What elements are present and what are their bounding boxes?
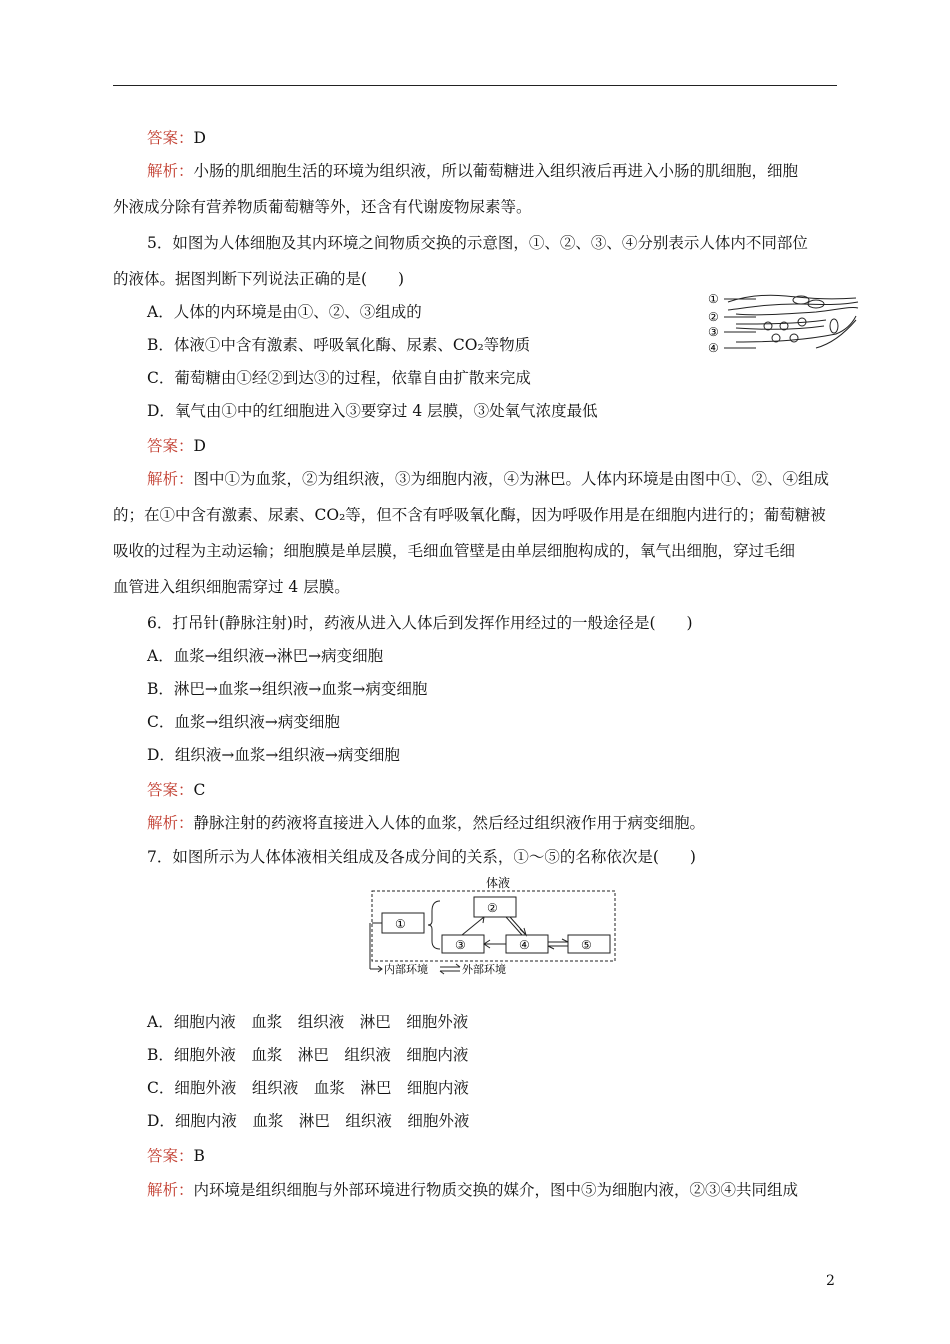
box-3-label: ③: [455, 938, 466, 952]
q7-option-d: D．细胞内液 血浆 淋巴 组织液 细胞外液: [147, 1112, 470, 1130]
q7-option-b: B．细胞外液 血浆 淋巴 组织液 细胞内液: [147, 1046, 469, 1064]
q6-option-b: B．淋巴→血浆→组织液→血浆→病变细胞: [147, 680, 428, 698]
header-rule: [113, 85, 837, 86]
q6-answer: 答案：C: [147, 781, 206, 799]
q5-option-d: D．氧气由①中的红细胞进入③要穿过 4 层膜，③处氧气浓度最低: [147, 402, 598, 420]
q7-stem: 7．如图所示为人体体液相关组成及各成分间的关系，①～⑤的名称依次是( ): [147, 848, 696, 866]
q7-diagram: [362, 873, 622, 981]
box-5-label: ⑤: [581, 938, 592, 952]
q4-explanation-l2: 外液成分除有营养物质葡萄糖等外，还含有代谢废物尿素等。: [113, 198, 532, 216]
q7-option-a: A．细胞内液 血浆 组织液 淋巴 细胞外液: [147, 1013, 469, 1031]
diagram-outer-env: 外部环境: [462, 963, 506, 976]
q5-option-a: A．人体的内环境是由①、②、③组成的: [147, 303, 422, 321]
q5-option-b: B．体液①中含有激素、呼吸氧化酶、尿素、CO₂等物质: [147, 336, 531, 354]
q6-option-a: A．血浆→组织液→淋巴→病变细胞: [147, 647, 384, 665]
diagram-title: 体液: [486, 876, 511, 890]
q6-option-d: D．组织液→血浆→组织液→病变细胞: [147, 746, 400, 764]
page-number: 2: [826, 1273, 835, 1289]
q5-explanation-l1: 解析：图中①为血浆，②为组织液，③为细胞内液，④为淋巴。人体内环境是由图中①、②、④组成: [147, 470, 830, 488]
q4-explanation-l1: 解析：小肠的肌细胞生活的环境为组织液，所以葡萄糖进入组织液后再进入小肠的肌细胞，细胞: [147, 162, 799, 180]
q5-explanation-l3: 吸收的过程为主动运输；细胞膜是单层膜，毛细血管壁是由单层细胞构成的，氧气出细胞，穿过毛细: [113, 542, 796, 560]
q7-answer: 答案：B: [147, 1147, 205, 1165]
q5-stem-l1: 5．如图为人体细胞及其内环境之间物质交换的示意图，①、②、③、④分别表示人体内不同部位: [147, 234, 808, 252]
q5-explanation-l2: 的；在①中含有激素、尿素、CO₂等，但不含有呼吸氧化酶，因为呼吸作用是在细胞内进行的；葡萄糖被: [113, 506, 826, 524]
q6-stem: 6．打吊针(静脉注射)时，药液从进入人体后到发挥作用经过的一般途径是( ): [147, 614, 693, 632]
box-2-label: ②: [487, 901, 498, 915]
q6-explanation: 解析：静脉注射的药液将直接进入人体的血浆，然后经过组织液作用于病变细胞。: [147, 814, 706, 832]
q4-answer: 答案：D: [147, 129, 206, 147]
figure-label-1: ①: [708, 292, 719, 306]
q5-explanation-l4: 血管进入组织细胞需穿过 4 层膜。: [113, 578, 350, 596]
box-1-label: ①: [395, 917, 406, 931]
figure-label-2: ②: [708, 310, 719, 324]
q6-option-c: C．血浆→组织液→病变细胞: [147, 713, 340, 731]
q5-answer: 答案：D: [147, 437, 206, 455]
figure-label-3: ③: [708, 325, 719, 339]
diagram-inner-env: 内部环境: [384, 963, 428, 976]
q5-option-c: C．葡萄糖由①经②到达③的过程，依靠自由扩散来完成: [147, 369, 531, 387]
box-4-label: ④: [519, 938, 530, 952]
figure-label-4: ④: [708, 341, 719, 355]
q5-stem-l2: 的液体。据图判断下列说法正确的是( ): [113, 270, 405, 288]
q7-explanation: 解析：内环境是组织细胞与外部环境进行物质交换的媒介，图中⑤为细胞内液，②③④共同组成: [147, 1181, 799, 1199]
q7-option-c: C．细胞外液 组织液 血浆 淋巴 细胞内液: [147, 1079, 469, 1097]
q5-figure: [706, 290, 864, 358]
